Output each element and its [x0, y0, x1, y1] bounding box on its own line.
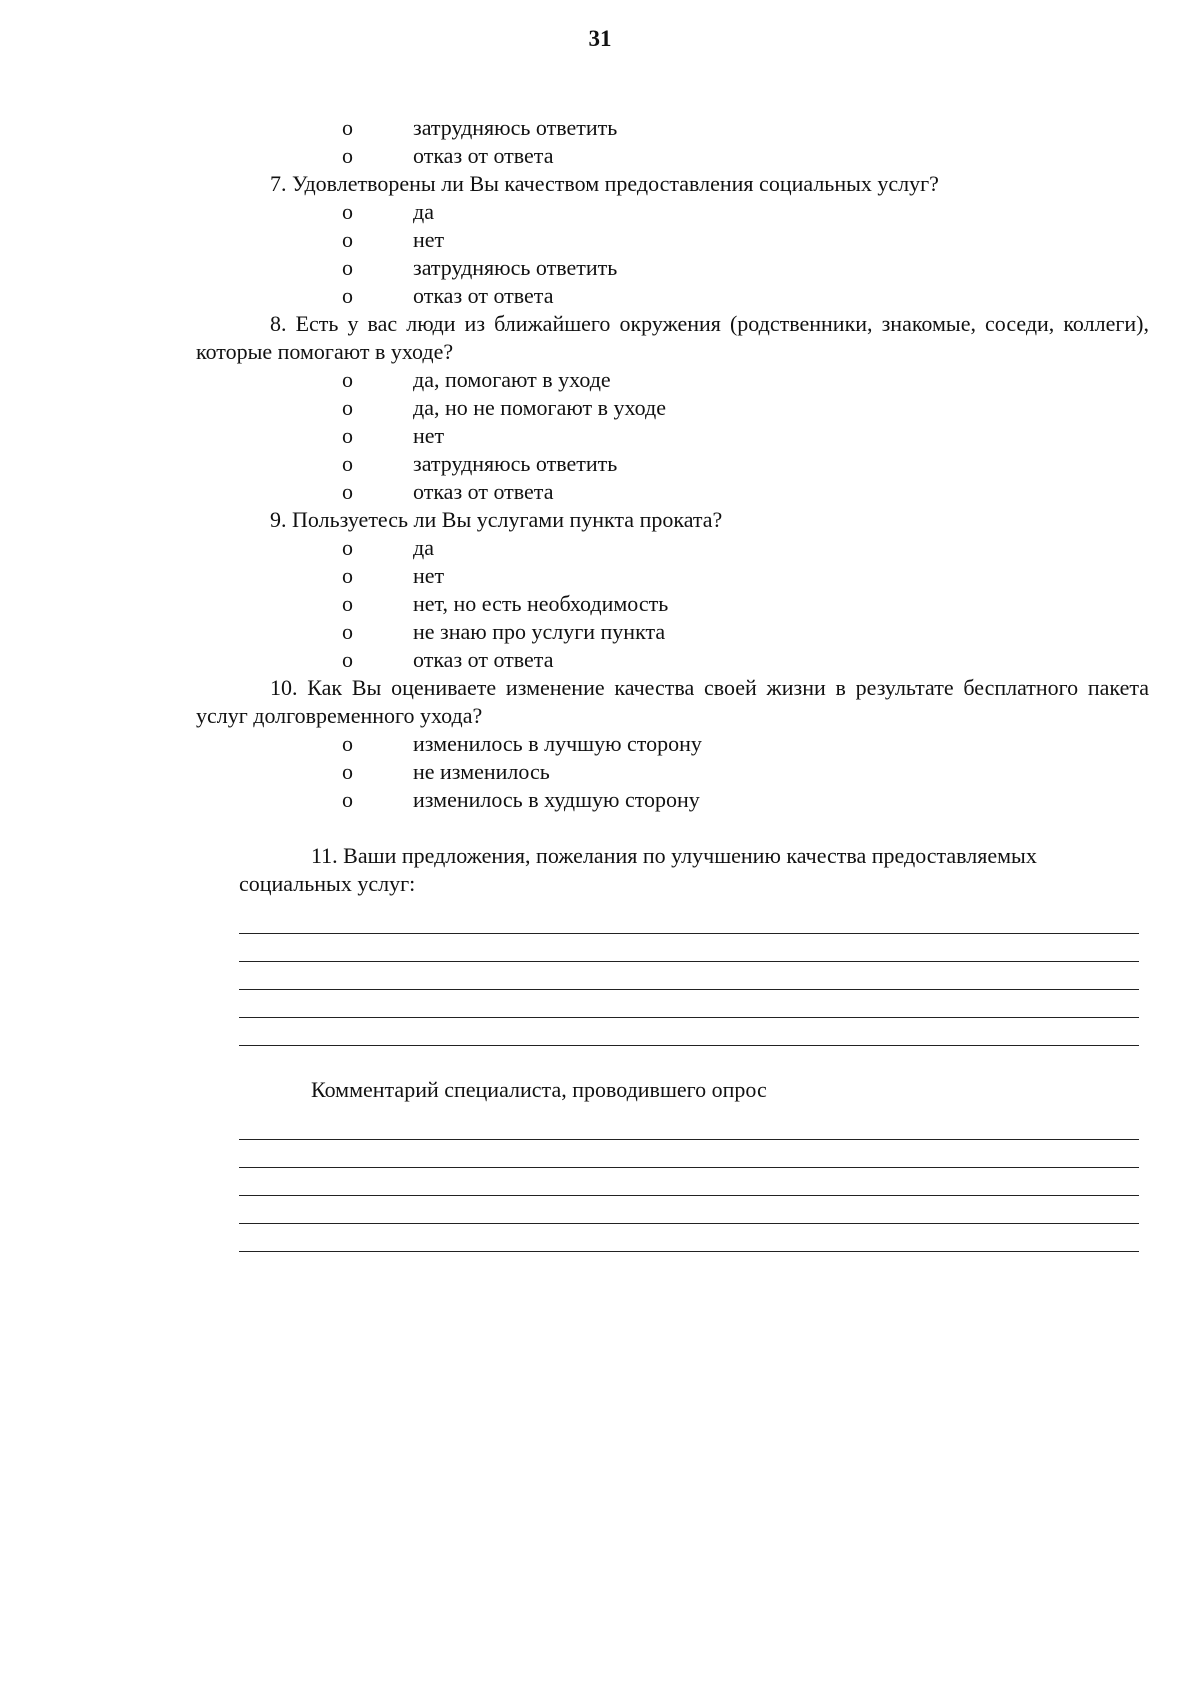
option-item[interactable]: [0, 394, 1200, 422]
radio-bullet-icon: o: [342, 227, 353, 252]
question-11: [0, 842, 1200, 1046]
option-label: не изменилось: [413, 759, 550, 784]
option-item[interactable]: [0, 254, 1200, 282]
option-item[interactable]: [0, 142, 1200, 170]
comment-line[interactable]: [239, 1224, 1139, 1252]
option-label: затрудняюсь ответить: [413, 255, 618, 280]
option-item[interactable]: [0, 758, 1200, 786]
comment-lines[interactable]: [239, 1112, 1139, 1252]
option-item[interactable]: [0, 226, 1200, 254]
question-10: [0, 674, 1200, 814]
answer-line[interactable]: [239, 906, 1139, 934]
radio-bullet-icon: o: [342, 731, 353, 756]
answer-line[interactable]: [239, 990, 1139, 1018]
option-item[interactable]: [0, 590, 1200, 618]
option-label: да, но не помогают в уходе: [413, 395, 666, 420]
radio-bullet-icon: o: [342, 759, 353, 784]
radio-bullet-icon: o: [342, 115, 353, 140]
answer-lines[interactable]: [239, 906, 1139, 1046]
page-number: 31: [588, 26, 612, 51]
radio-bullet-icon: o: [342, 395, 353, 420]
radio-bullet-icon: o: [342, 563, 353, 588]
question-text: 9. Пользуетесь ли Вы услугами пункта проката?: [270, 507, 723, 532]
option-label: изменилось в худшую сторону: [413, 787, 700, 812]
option-label: отказ от ответа: [413, 143, 554, 168]
option-item[interactable]: [0, 198, 1200, 226]
question-7: [0, 170, 1200, 310]
option-label: нет: [413, 563, 445, 588]
radio-bullet-icon: o: [342, 451, 353, 476]
comment-line[interactable]: [239, 1196, 1139, 1224]
option-label: изменилось в лучшую сторону: [413, 731, 702, 756]
option-item[interactable]: [0, 282, 1200, 310]
answer-line[interactable]: [239, 962, 1139, 990]
option-label: затрудняюсь ответить: [413, 451, 618, 476]
specialist-comment: [0, 1076, 1200, 1252]
option-item[interactable]: [0, 366, 1200, 394]
option-label: нет: [413, 227, 445, 252]
option-item[interactable]: [0, 730, 1200, 758]
option-item[interactable]: [0, 422, 1200, 450]
comment-line[interactable]: [239, 1168, 1139, 1196]
radio-bullet-icon: o: [342, 143, 353, 168]
radio-bullet-icon: o: [342, 199, 353, 224]
option-label: да: [413, 535, 434, 560]
option-item[interactable]: [0, 618, 1200, 646]
question-8: [0, 310, 1200, 506]
option-label: отказ от ответа: [413, 283, 554, 308]
option-item[interactable]: [0, 562, 1200, 590]
carryover-options: [0, 114, 1200, 170]
radio-bullet-icon: o: [342, 619, 353, 644]
question-text: 11. Ваши предложения, пожелания по улучшению качества предоставляемых социальных услуг:: [239, 843, 1037, 896]
comment-line[interactable]: [239, 1112, 1139, 1140]
question-text: 7. Удовлетворены ли Вы качеством предоставления социальных услуг?: [270, 171, 939, 196]
comment-label: Комментарий специалиста, проводившего опрос: [311, 1077, 767, 1102]
radio-bullet-icon: o: [342, 591, 353, 616]
survey-content: [0, 114, 1200, 1252]
radio-bullet-icon: o: [342, 479, 353, 504]
option-label: затрудняюсь ответить: [413, 115, 618, 140]
question-9: [0, 506, 1200, 674]
answer-line[interactable]: [239, 934, 1139, 962]
question-text: 10. Как Вы оцениваете изменение качества своей жизни в результате бесплатного пакета услуг долговременного ухода?: [196, 675, 1149, 728]
radio-bullet-icon: o: [342, 535, 353, 560]
radio-bullet-icon: o: [342, 647, 353, 672]
option-item[interactable]: [0, 450, 1200, 478]
option-item[interactable]: [0, 114, 1200, 142]
question-text: 8. Есть у вас люди из ближайшего окружения (родственники, знакомые, соседи, коллеги), которые помогают в уходе?: [196, 311, 1149, 364]
option-label: нет: [413, 423, 445, 448]
comment-line[interactable]: [239, 1140, 1139, 1168]
radio-bullet-icon: o: [342, 255, 353, 280]
answer-line[interactable]: [239, 1018, 1139, 1046]
radio-bullet-icon: o: [342, 283, 353, 308]
option-label: да: [413, 199, 434, 224]
option-label: да, помогают в уходе: [413, 367, 611, 392]
option-label: отказ от ответа: [413, 647, 554, 672]
option-label: отказ от ответа: [413, 479, 554, 504]
option-item[interactable]: [0, 534, 1200, 562]
option-label: нет, но есть необходимость: [413, 591, 669, 616]
option-item[interactable]: [0, 786, 1200, 814]
radio-bullet-icon: o: [342, 787, 353, 812]
option-label: не знаю про услуги пункта: [413, 619, 666, 644]
option-item[interactable]: [0, 646, 1200, 674]
radio-bullet-icon: o: [342, 423, 353, 448]
option-item[interactable]: [0, 478, 1200, 506]
radio-bullet-icon: o: [342, 367, 353, 392]
